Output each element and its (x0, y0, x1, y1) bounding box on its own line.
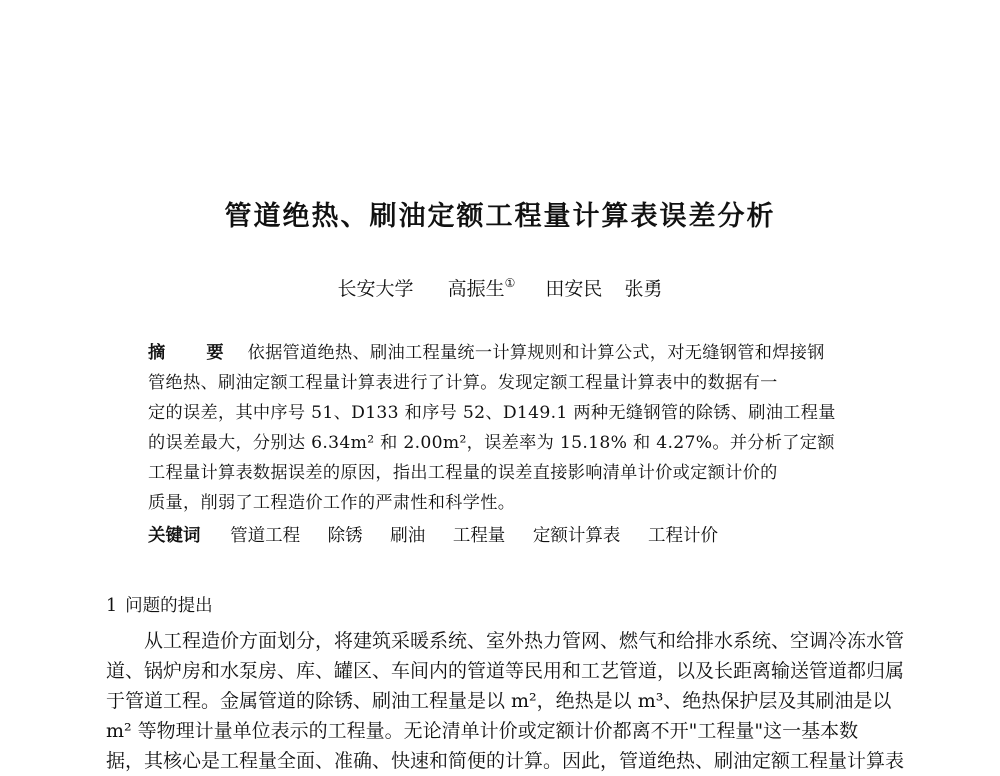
affiliation: 长安大学 (337, 278, 414, 300)
abstract-line (148, 338, 864, 368)
body-line: m² 等物理计量单位表示的工程量。无论清单计价或定额计价都离不开"工程量"这一基本数 (106, 720, 859, 742)
author-1-footnote-mark: ① (504, 276, 516, 290)
body-line: 于管道工程。金属管道的除锈、刷油工程量是以 m²，绝热是以 m³、绝热保护层及其刷油是以 (106, 690, 892, 712)
keyword: 工程计价 (647, 526, 718, 546)
section-number: 1 (106, 596, 118, 616)
keyword: 除锈 (327, 526, 363, 546)
abstract-line: 的误差最大，分别达 6.34m² 和 2.00m²，误差率为 15.18% 和 4.27%。并分析了定额 (148, 433, 835, 453)
keyword: 定额计算表 (532, 526, 621, 546)
abstract-label: 摘 要 (148, 343, 236, 363)
section-title: 问题的提出 (125, 596, 213, 616)
body-paragraph (106, 626, 905, 776)
body-line: 道、锅炉房和水泵房、库、罐区、车间内的管道等民用和工艺管道，以及长距离输送管道都归属 (106, 660, 905, 682)
keyword: 工程量 (452, 526, 506, 546)
author-line (0, 274, 1000, 301)
keywords-label: 关键词 (148, 526, 201, 546)
abstract (148, 338, 864, 518)
abstract-line: 定的误差，其中序号 51、D133 和序号 52、D149.1 两种无缝钢管的除锈、刷油工程量 (148, 403, 836, 423)
author-1-name: 高振生 (447, 278, 505, 300)
keywords (148, 522, 740, 547)
author-3: 张勇 (624, 278, 663, 300)
abstract-line: 管绝热、刷油定额工程量计算表进行了计算。发现定额工程量计算表中的数据有一 (148, 373, 778, 393)
keyword: 管道工程 (230, 526, 301, 546)
body-line: 据，其核心是工程量全面、准确、快速和简便的计算。因此，管道绝热、刷油定额工程量计算表 (106, 750, 905, 772)
body-line: 从工程造价方面划分，将建筑采暖系统、室外热力管网、燃气和给排水系统、空调冷冻水管 (144, 630, 905, 652)
author-1 (448, 274, 516, 301)
section-heading (106, 592, 213, 617)
abstract-line: 质量，削弱了工程造价工作的严肃性和科学性。 (148, 493, 516, 513)
keyword: 刷油 (390, 526, 426, 546)
author-2: 田安民 (545, 278, 603, 300)
abstract-line: 工程量计算表数据误差的原因，指出工程量的误差直接影响清单计价或定额计价的 (148, 463, 778, 483)
paper-title: 管道绝热、刷油定额工程量计算表误差分析 (224, 201, 776, 232)
abstract-text: 依据管道绝热、刷油工程量统一计算规则和计算公式，对无缝钢管和焊接钢 (247, 343, 825, 363)
